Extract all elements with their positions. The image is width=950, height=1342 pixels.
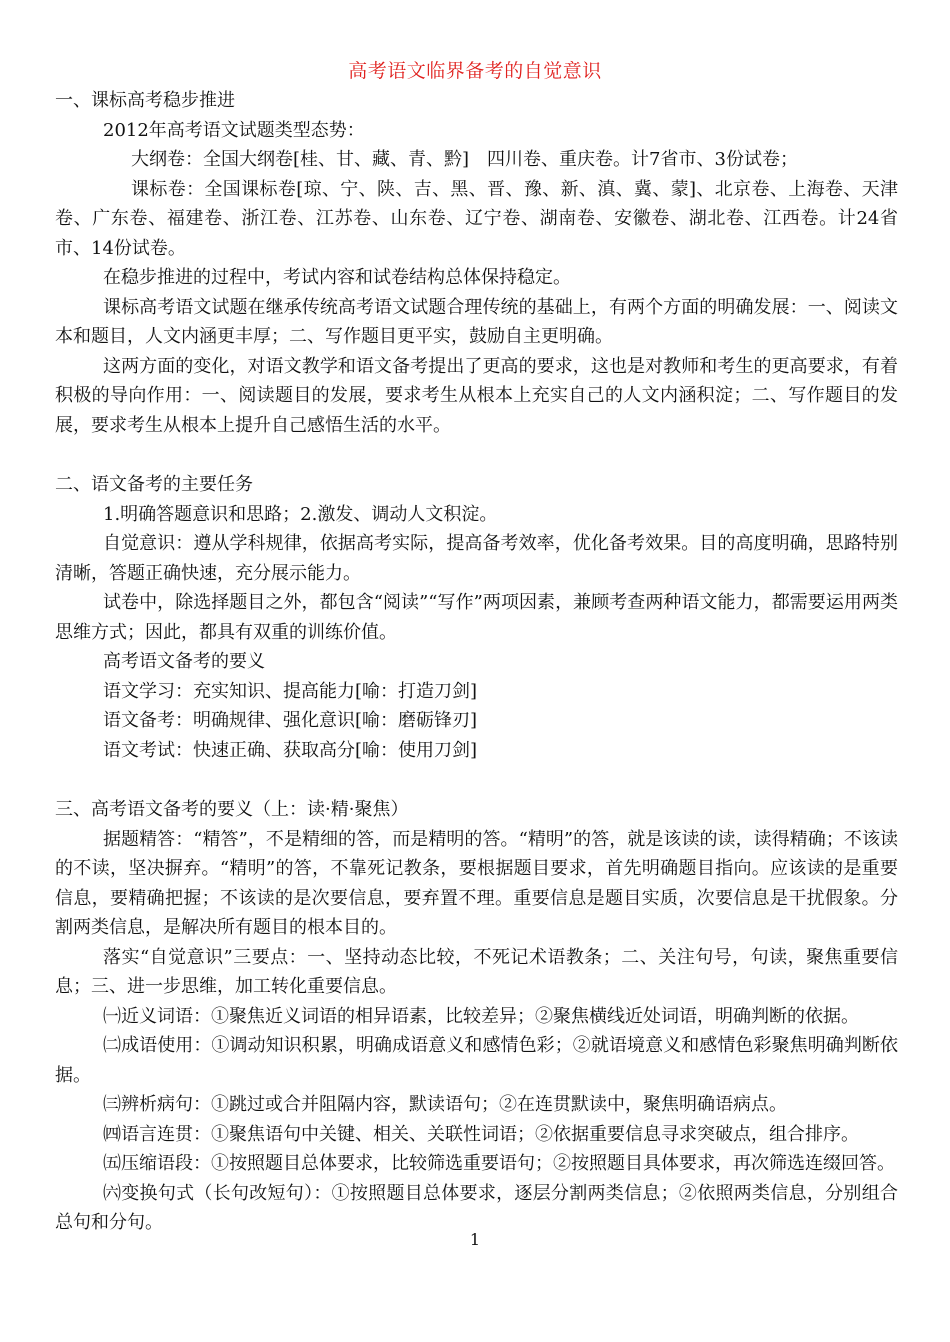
list-item: ㈣语言连贯：①聚焦语句中关键、相关、关联性词语；②依据重要信息寻求突破点，组合排序。 bbox=[103, 1123, 859, 1145]
paragraph: 高考语文备考的要义 bbox=[103, 651, 265, 672]
document-title: 高考语文临界备考的自觉意识 bbox=[348, 60, 602, 82]
paragraph: 语文学习：充实知识、提高能力[喻：打造刀剑] bbox=[103, 680, 478, 702]
page-number: 1 bbox=[469, 1230, 481, 1249]
paragraph: 试卷中，除选择题目之外，都包含“阅读”“写作”两项因素，兼顾考查两种语文能力，都需要运用两类思维方式；因此，都具有双重的训练价值。 bbox=[55, 592, 898, 643]
paragraph: 据题精答：“精答”，不是精细的答，而是精明的答。“精明”的答，就是该读的读，读得精确；不该读的不读，坚决摒弃。“精明”的答，不靠死记教条，要根据题目要求，首先明确题目指向。应该读的是重要信息，要精确把握；不该读的是次要信息，要弃置不理。重要信息是题目实质，次要信息是干扰假象。分割两类信息，是解决所有题目的根本目的。 bbox=[55, 828, 898, 938]
paragraph: 自觉意识：遵从学科规律，依据高考实际，提高备考效率，优化备考效果。目的高度明确，思路特别清晰，答题正确快速，充分展示能力。 bbox=[55, 533, 898, 584]
section-spacer bbox=[55, 440, 898, 470]
paragraph: 大纲卷：全国大纲卷[桂、甘、藏、青、黔] 四川卷、重庆卷。计7省市、3份试卷； bbox=[131, 149, 798, 170]
paragraph: 课标高考语文试题在继承传统高考语文试题合理传统的基础上，有两个方面的明确发展：一、阅读文本和题目，人文内涵更丰厚；二、写作题目更平实，鼓励自主更明确。 bbox=[55, 296, 898, 347]
section-heading: 三、高考语文备考的要义（上：读·精·聚焦） bbox=[55, 799, 409, 820]
paragraph: 语文考试：快速正确、获取高分[喻：使用刀剑] bbox=[103, 739, 478, 761]
list-item: ㈡成语使用：①调动知识积累，明确成语意义和感情色彩；②就语境意义和感情色彩聚焦明确判断依据。 bbox=[55, 1035, 898, 1086]
document-body bbox=[55, 86, 898, 1238]
list-item: ㈠近义词语：①聚焦近义词语的相异语素，比较差异；②聚焦横线近处词语，明确判断的依据。 bbox=[103, 1005, 859, 1027]
section-heading: 二、语文备考的主要任务 bbox=[55, 474, 253, 495]
paragraph: 落实“自觉意识”三要点：一、坚持动态比较，不死记术语教条；二、关注句号，句读，聚焦重要信息；三、进一步思维，加工转化重要信息。 bbox=[55, 946, 898, 997]
paragraph: 2012年高考语文试题类型态势： bbox=[103, 119, 365, 141]
list-item: ㈢辨析病句：①跳过或合并阻隔内容，默读语句；②在连贯默读中，聚焦明确语病点。 bbox=[103, 1094, 787, 1115]
list-item: ㈤压缩语段：①按照题目总体要求，比较筛选重要语句；②按照题目具体要求，再次筛选连缀回答。 bbox=[103, 1153, 895, 1174]
paragraph: 课标卷：全国课标卷[琼、宁、陕、吉、黑、晋、豫、新、滇、冀、蒙]、北京卷、上海卷、天津卷、广东卷、福建卷、浙江卷、江苏卷、山东卷、辽宁卷、湖南卷、安徽卷、湖北卷、江西卷。计24省市、14份试卷。 bbox=[55, 178, 898, 259]
section-heading: 一、课标高考稳步推进 bbox=[55, 90, 235, 111]
section-spacer bbox=[55, 765, 898, 795]
paragraph: 语文备考：明确规律、强化意识[喻：磨砺锋刃] bbox=[103, 710, 478, 731]
paragraph: 这两方面的变化，对语文教学和语文备考提出了更高的要求，这也是对教师和考生的更高要求，有着积极的导向作用：一、阅读题目的发展，要求考生从根本上充实自己的人文内涵积淀；二、写作题目的发展，要求考生从根本上提升自己感悟生活的水平。 bbox=[55, 355, 898, 436]
list-item: ㈥变换句式（长句改短句）：①按照题目总体要求，逐层分割两类信息；②依照两类信息，分别组合总句和分句。 bbox=[55, 1182, 898, 1233]
paragraph: 在稳步推进的过程中，考试内容和试卷结构总体保持稳定。 bbox=[103, 267, 571, 288]
paragraph: 1.明确答题意识和思路；2.激发、调动人文积淀。 bbox=[103, 503, 498, 525]
